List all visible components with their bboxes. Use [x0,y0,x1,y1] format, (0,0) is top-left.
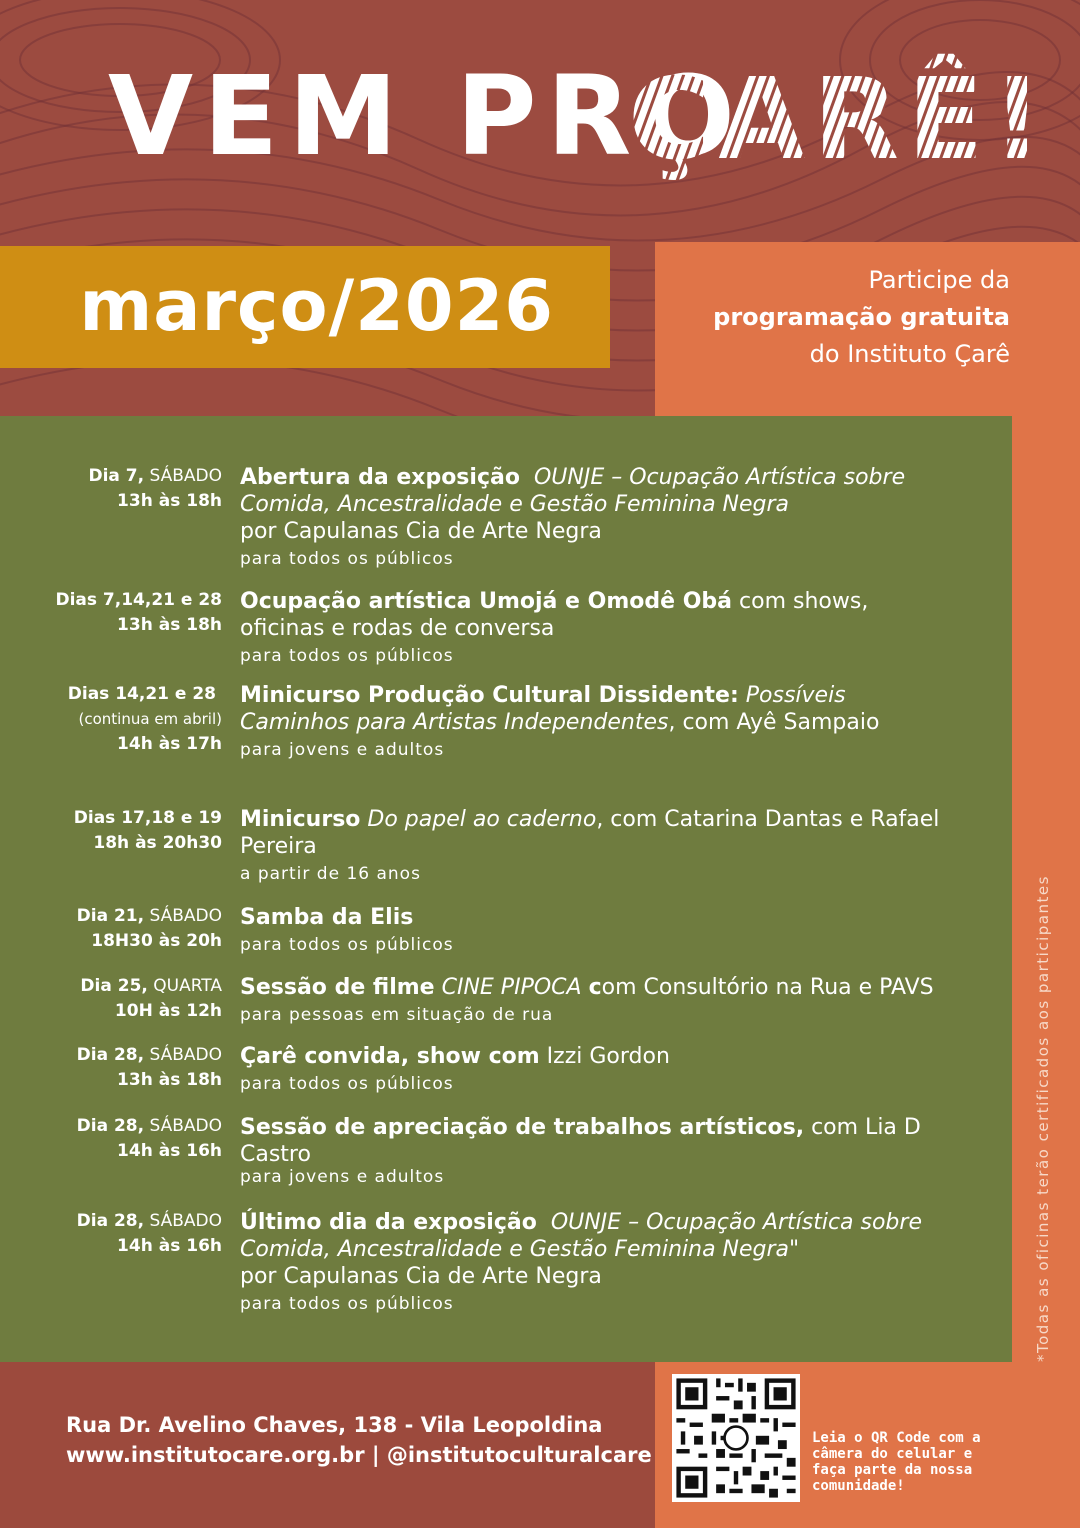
certificates-note-text: *Todas as oficinas terão certificados aos participantes [1034,875,1052,1362]
event-audience: para jovens e adultos [240,1167,445,1187]
certificates-note [1014,862,1054,1362]
event-date: Dia 28, SÁBADO 14h às 16h [76,1211,222,1256]
event-description: Çarê convida, show com Izzi Gordon para todos os públicos [240,1043,940,1098]
event-date: Dia 25, QUARTA 10H às 12h [80,976,222,1021]
intro-line-1: Participe da [868,266,1010,294]
event-audience: a partir de 16 anos [240,864,421,884]
page-title [0,48,1080,185]
event-audience: para pessoas em situação de rua [240,1005,554,1025]
qr-instructions: Leia o QR Code com a câmera do celular e faça parte da nossa comunidade! [812,1430,981,1494]
qr-code[interactable] [672,1374,800,1502]
whatsapp-icon [725,1427,748,1450]
event-description: Último dia da exposição OUNJE – Ocupação Artística sobre Comida, Ancestralidade e Gestão Feminina Negra" por Capulanas Cia de Arte Negra para todos os públicos [240,1209,940,1318]
event-description: Sessão de apreciação de trabalhos artísticos, com Lia D Castro para jovens e adultos [240,1114,940,1191]
event-description: Minicurso Do papel ao caderno, com Catarina Dantas e Rafael Pereira a partir de 16 anos [240,806,940,888]
intro-line-2: programação gratuita [713,303,1010,331]
event-date: Dia 28, SÁBADO 13h às 18h [76,1045,222,1090]
intro-line-3: do Instituto Çarê [809,340,1010,368]
event-audience: para todos os públicos [240,549,454,569]
event-date: Dia 28, SÁBADO 14h às 16h [76,1116,222,1161]
month-label: março/2026 [79,265,554,347]
event-description: Abertura da exposição OUNJE – Ocupação Artística sobre Comida, Ancestralidade e Gestão Feminina Negra por Capulanas Cia de Arte Negra para todos os públicos [240,464,940,573]
event-description: Minicurso Produção Cultural Dissidente: Possíveis Caminhos para Artistas Independentes, com Ayê Sampaio para jovens e adultos [240,682,940,764]
event-date: Dia 21, SÁBADO 18H30 às 20h [76,906,222,951]
month-band [0,246,610,368]
event-audience: para jovens e adultos [240,740,445,760]
event-description: Sessão de filme CINE PIPOCA com Consultório na Rua e PAVS para pessoas em situação de rua [240,974,940,1029]
title-fancy-text: ÇARÊ! [628,55,1051,185]
care-logo-title [628,48,1051,188]
intro-text [630,262,1010,373]
event-date: Dias 14,21 e 28 (continua em abril) 14h às 17h [67,684,222,754]
event-description: Samba da Elis para todos os públicos [240,904,940,959]
address-line: Rua Dr. Avelino Chaves, 138 - Vila Leopoldina [66,1413,603,1437]
website-social-links[interactable]: www.institutocare.org.br | @institutoculturalcare [66,1443,652,1467]
footer-address [66,1410,652,1470]
event-audience: para todos os públicos [240,1074,454,1094]
event-audience: para todos os públicos [240,646,454,666]
event-audience: para todos os públicos [240,1294,454,1314]
event-date: Dia 7, SÁBADO 13h às 18h [88,466,222,511]
event-date: Dias 17,18 e 19 18h às 20h30 [73,808,222,853]
event-date: Dias 7,14,21 e 28 13h às 18h [55,590,222,635]
event-description: Ocupação artística Umojá e Omodê Obá com shows, oficinas e rodas de conversa para todos os públicos [240,588,940,670]
title-plain-text: VEM PRO [108,52,745,180]
event-audience: para todos os públicos [240,935,454,955]
